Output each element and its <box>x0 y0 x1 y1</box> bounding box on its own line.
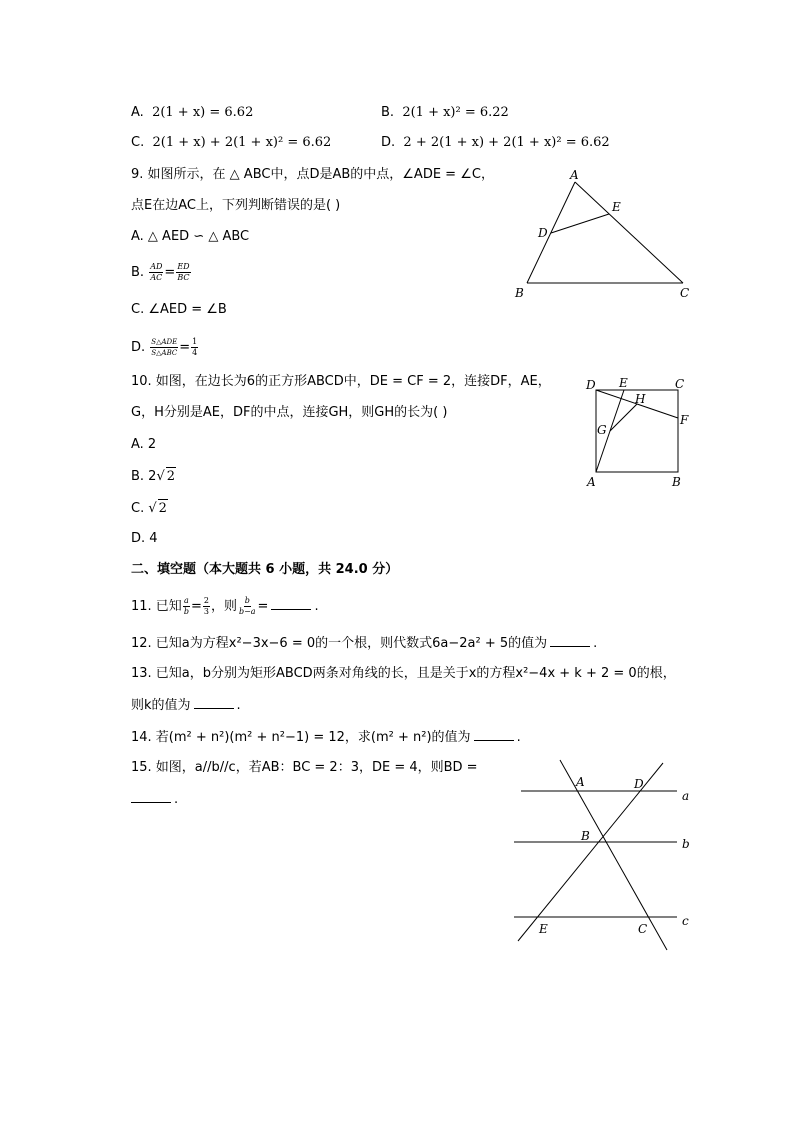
q11-answer-blank[interactable] <box>271 597 311 610</box>
q9-label-d: D <box>538 226 548 240</box>
q9-label-c: C <box>680 286 690 300</box>
section-fill-in-heading: 二、填空题（本大题共 6 小题，共 24.0 分） <box>131 562 399 577</box>
q9-label-b: B <box>515 286 524 300</box>
q10-option-b: B. 2√ 2 <box>131 469 176 484</box>
q8-option-a: A. 2(1 + x) = 6.62 <box>131 105 254 120</box>
q15-label-a: A <box>576 775 585 789</box>
q8-option-c: C. 2(1 + x) + 2(1 + x)² = 6.62 <box>131 135 332 150</box>
q10-label-b: B <box>672 475 681 489</box>
q10-label-a: A <box>587 475 596 489</box>
q13-stem-line1: 13. 已知a，b分别为矩形ABCD两条对角线的长，且是关于x的方程x²−4x + k + 2 = 0的根， <box>131 666 676 681</box>
q9-triangle-figure <box>505 160 705 305</box>
q8-option-d: D. 2 + 2(1 + x) + 2(1 + x)² = 6.62 <box>381 135 610 150</box>
q9-option-a: A. △ AED ∽ △ ABC <box>131 229 250 244</box>
q15-parallel-lines-figure <box>505 755 705 955</box>
q10-label-h: H <box>635 392 646 406</box>
q15-label-c: C <box>638 922 648 936</box>
q15-label-line-a: a <box>682 789 690 803</box>
q10-option-c: C. √ 2 <box>131 501 167 516</box>
q9-stem-line1: 9. 如图所示，在 △ ABC中，点D是AB的中点，∠ADE = ∠C， <box>131 167 494 182</box>
q14-answer-blank[interactable] <box>474 728 514 741</box>
q15-label-line-b: b <box>682 837 690 851</box>
q9-segment-ac <box>575 182 683 283</box>
q10-label-g: G <box>597 423 607 437</box>
q10-stem-line1: 10. 如图，在边长为6的正方形ABCD中，DE = CF = 2，连接DF，AE， <box>131 374 551 389</box>
q12-stem: 12. 已知a为方程x²−3x−6 = 0的一个根，则代数式6a−2a² + 5的值为 . <box>131 636 598 651</box>
q10-segment-gh <box>610 404 637 431</box>
q15-label-d: D <box>634 777 644 791</box>
q13-answer-blank[interactable] <box>194 696 234 709</box>
q15-label-e: E <box>539 922 548 936</box>
q10-option-a: A. 2 <box>131 437 157 452</box>
q15-label-line-c: c <box>682 914 689 928</box>
q15-answer-blank[interactable] <box>131 790 171 803</box>
q15-stem-line1: 15. 如图，a//b//c，若AB：BC = 2：3，DE = 4，则BD = <box>131 760 478 775</box>
q15-label-b: B <box>581 829 590 843</box>
q10-label-f: F <box>680 413 689 427</box>
q9-segment-de <box>551 214 609 233</box>
q15-stem-line2: . <box>131 790 178 809</box>
q10-square-figure <box>580 372 695 492</box>
q13-stem-line2: 则k的值为 . <box>131 698 241 713</box>
q9-stem-line2: 点E在边AC上，下列判断错误的是( ) <box>131 198 341 213</box>
q9-option-c: C. ∠AED = ∠B <box>131 302 227 317</box>
q14-stem: 14. 若(m² + n²)(m² + n²−1) = 12，求(m² + n²)的值为 . <box>131 730 521 745</box>
q11-stem: 11. 已知 $\frac{a}{b}$ = $\frac{2}{3}$ ，则 $\frac{b}{b-a}$ = . <box>131 596 319 616</box>
q10-label-c: C <box>675 377 685 391</box>
q9-option-d: D. $\frac{\text{S△ADE}}{\text{S△ABC}}$ = $\frac{1}{4}$ <box>131 337 198 357</box>
q9-option-b: B. $\frac{AD}{AC}$ = $\frac{ED}{BC}$ <box>131 262 190 282</box>
q10-option-d: D. 4 <box>131 531 158 546</box>
q10-label-d: D <box>586 378 596 392</box>
q8-option-b: B. 2(1 + x)² = 6.22 <box>381 105 509 120</box>
q9-label-e: E <box>612 200 621 214</box>
q10-label-e: E <box>619 376 628 390</box>
q12-answer-blank[interactable] <box>550 634 590 647</box>
q10-stem-line2: G，H分别是AE，DF的中点，连接GH，则GH的长为( ) <box>131 405 448 420</box>
q9-label-a: A <box>570 168 579 182</box>
